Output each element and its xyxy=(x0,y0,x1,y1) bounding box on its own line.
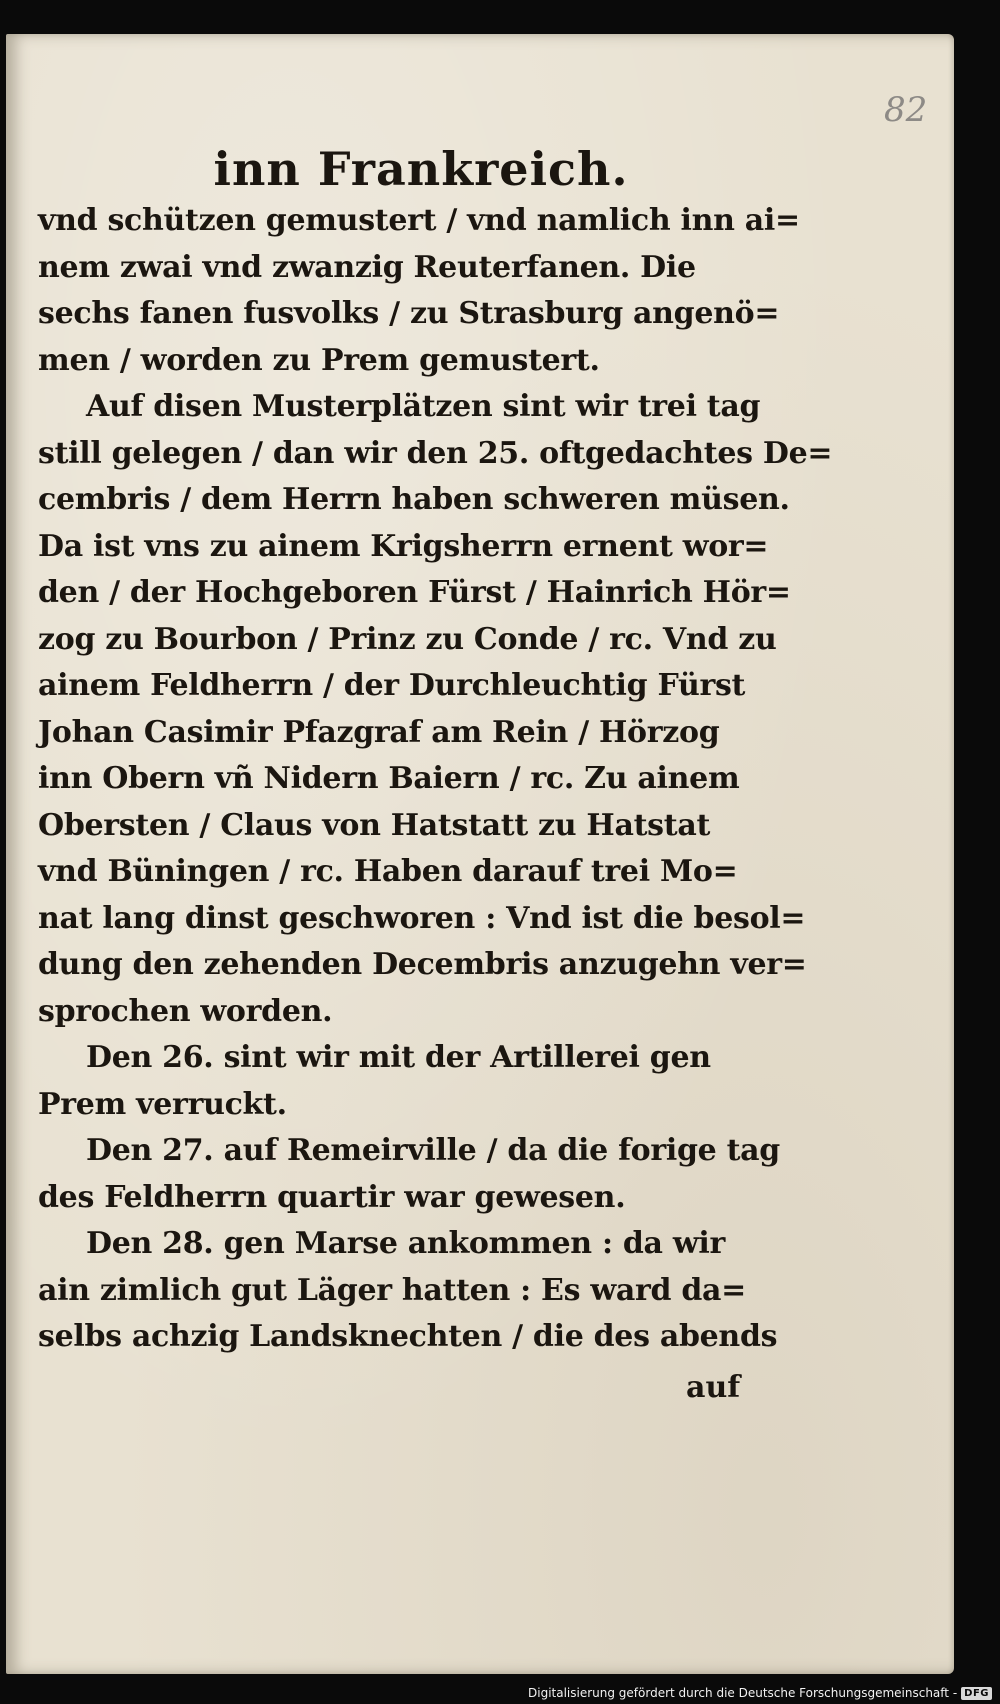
funding-credit: Digitalisierung gefördert durch die Deutsche Forschungsgemeinschaft - xyxy=(528,1686,958,1700)
text-line: Den 28. gen Marse ankommen : da wir xyxy=(86,1226,725,1261)
text-line: Obersten / Claus von Hatstatt zu Hatstat xyxy=(38,807,711,843)
text-line: dung den zehenden Decembris anzugehn ver= xyxy=(38,947,807,982)
catchword: auf xyxy=(686,1370,741,1405)
text-line: men / worden zu Prem gemustert. xyxy=(38,342,600,378)
text-line: den / der Hochgeboren Fürst / Hainrich Hör= xyxy=(38,575,791,610)
text-line: Den 26. sint wir mit der Artillerei gen xyxy=(86,1040,711,1075)
text-line: cembris / dem Herrn haben schweren müsen. xyxy=(38,482,790,517)
text-line: vnd Büningen / rc. Haben darauf trei Mo= xyxy=(38,854,738,889)
text-line: zog zu Bourbon / Prinz zu Conde / rc. Vnd zu xyxy=(38,621,777,657)
text-line: sechs fanen fusvolks / zu Strasburg angenö= xyxy=(38,296,780,331)
text-line: ain zimlich gut Läger hatten : Es ward da= xyxy=(38,1272,746,1308)
text-line: vnd schützen gemustert / vnd namlich inn ai= xyxy=(38,203,800,238)
text-line: nat lang dinst geschworen : Vnd ist die besol= xyxy=(38,900,806,936)
text-line: Prem verruckt. xyxy=(38,1086,287,1122)
text-line: Da ist vns zu ainem Krigsherrn ernent wor= xyxy=(38,528,769,564)
footer-strip xyxy=(0,1678,1000,1704)
text-line: ainem Feldherrn / der Durchleuchtig Fürst xyxy=(38,668,746,703)
folio-number: 82 xyxy=(884,90,928,130)
book-page xyxy=(6,34,954,1674)
text-line: inn Obern vñ Nidern Baiern / rc. Zu ainem xyxy=(38,761,740,796)
footer-note xyxy=(528,1686,992,1700)
text-line: still gelegen / dan wir den 25. oftgedachtes De= xyxy=(38,435,833,471)
text-line: Johan Casimir Pfazgraf am Rein / Hörzog xyxy=(38,714,720,750)
text-line: nem zwai vnd zwanzig Reuterfanen. Die xyxy=(38,249,696,285)
body-text xyxy=(38,198,833,1361)
text-line: sprochen worden. xyxy=(38,993,333,1029)
text-line: Den 27. auf Remeirville / da die forige tag xyxy=(86,1133,780,1168)
dfg-logo: DFG xyxy=(961,1687,992,1700)
text-line: Auf disen Musterplätzen sint wir trei tag xyxy=(86,389,761,424)
running-head: inn Frankreich. xyxy=(213,142,629,196)
text-line: selbs achzig Landsknechten / die des abends xyxy=(38,1319,778,1354)
text-line: des Feldherrn quartir war gewesen. xyxy=(38,1179,626,1215)
